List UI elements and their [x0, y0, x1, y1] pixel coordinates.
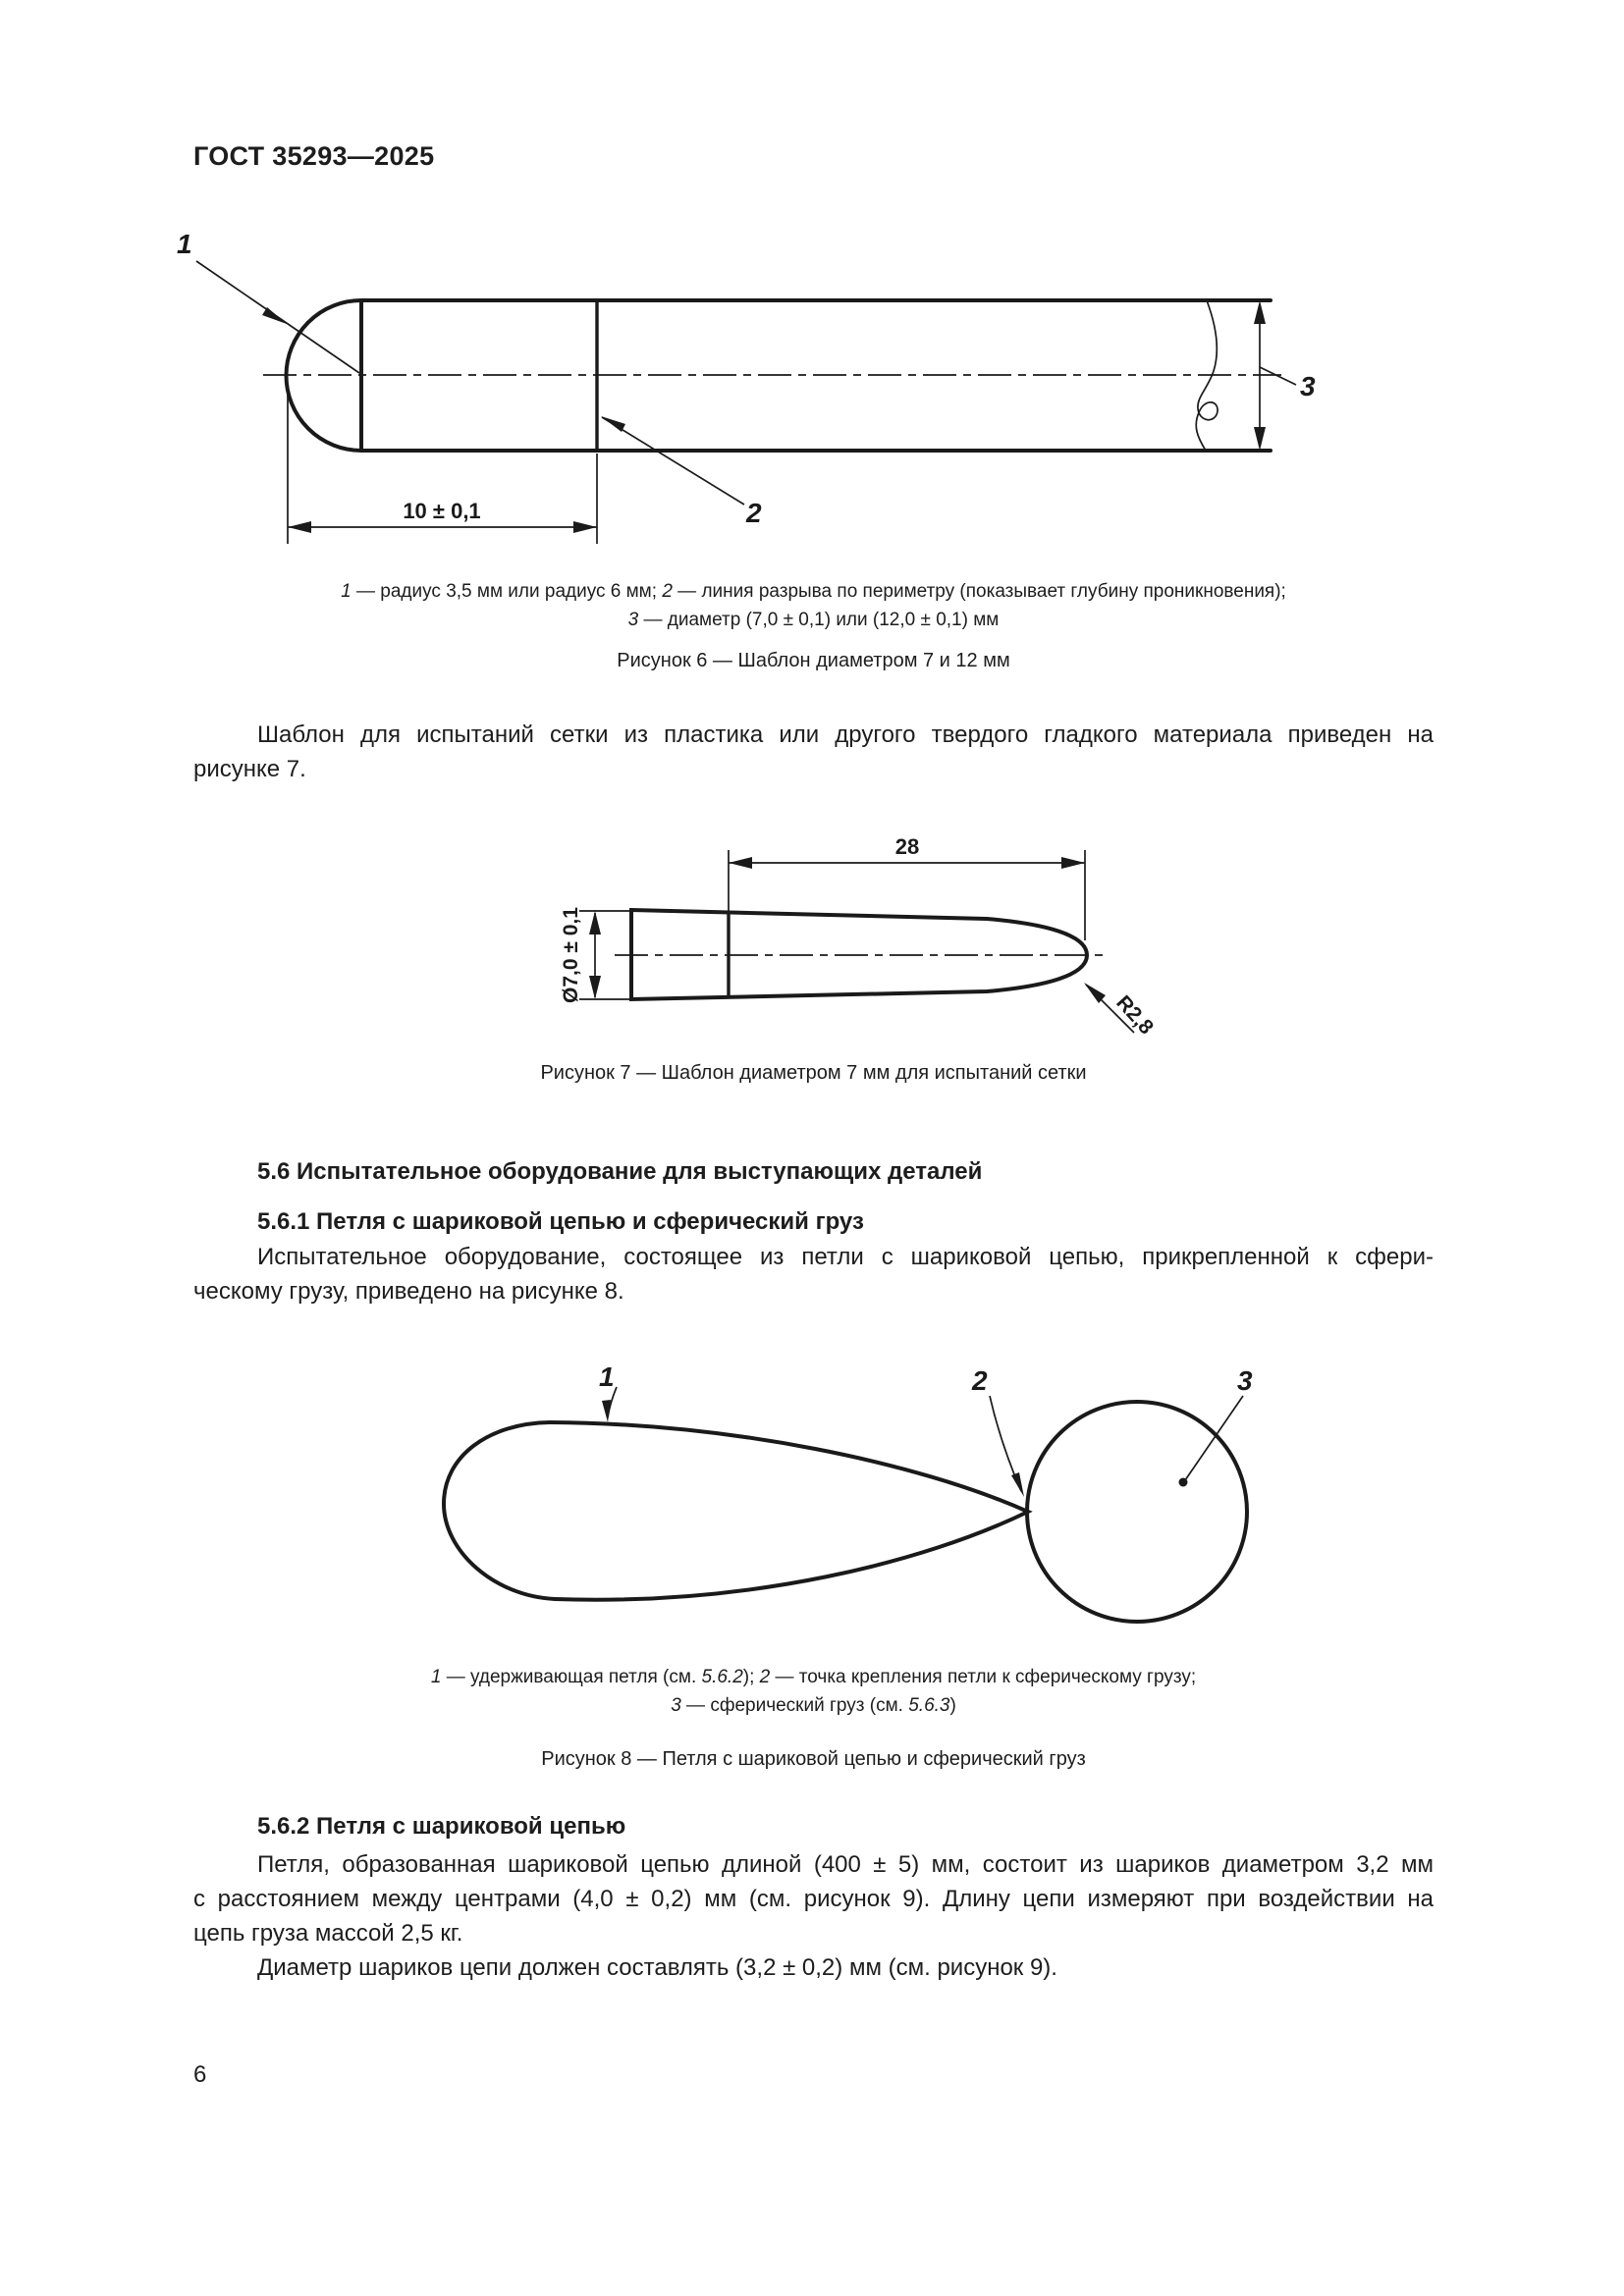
- fig6-callout2-arrowhead: [601, 416, 625, 432]
- legend-text: — линия разрыва по периметру (показывает глубину проникновения);: [672, 581, 1286, 602]
- fig7-radius-dim-text: R2,8: [1111, 990, 1159, 1040]
- fig6-callout1-arrowhead: [262, 307, 287, 324]
- fig6-callout2-label: 2: [746, 498, 762, 528]
- heading-5-6-1: 5.6.1 Петля с шариковой цепью и сферический груз: [257, 1208, 864, 1235]
- figure6-legend-line2: [193, 606, 1434, 634]
- paragraph-line: ческому грузу, приведено на рисунке 8.: [193, 1278, 624, 1305]
- fig8-sphere: [1027, 1402, 1247, 1622]
- fig6-length-dim-text: 10 ± 0,1: [403, 499, 481, 523]
- legend-text: — диаметр (7,0 ± 0,1) или (12,0 ± 0,1) мм: [638, 610, 1000, 630]
- legend-key: 2: [759, 1667, 771, 1687]
- fig7-length-dim-text: 28: [894, 834, 920, 859]
- paragraph-5-6-1: [193, 1240, 1434, 1308]
- fig7-dia-dim-text: Ø7,0 ± 0,1: [560, 907, 582, 1003]
- heading-5-6: 5.6 Испытательное оборудование для выступающих деталей: [257, 1158, 983, 1185]
- paragraph-line: Испытательное оборудование, состоящее из петли с шариковой цепью, прикрепленной к сфери-: [257, 1244, 1434, 1270]
- legend-text: — сферический груз (см.: [680, 1695, 909, 1716]
- figure8-drawing: [444, 1362, 1253, 1622]
- figure6-caption: Рисунок 6 — Шаблон диаметром 7 и 12 мм: [617, 650, 1010, 671]
- fig6-callout3-leader: [1260, 367, 1296, 385]
- legend-ref: 5.6.2: [701, 1667, 743, 1687]
- legend-key: 3: [627, 610, 639, 630]
- fig6-diameter-arrow-down: [1254, 427, 1266, 451]
- legend-text: — точка крепления петли к сферическому грузу;: [770, 1667, 1197, 1687]
- fig6-length-arrow-left: [288, 521, 311, 533]
- fig6-callout2-leader: [602, 417, 744, 505]
- legend-key: 2: [662, 581, 673, 602]
- fig7-length-arrow-left: [729, 857, 752, 869]
- fig7-length-arrow-right: [1061, 857, 1085, 869]
- figure8-caption: Рисунок 8 — Петля с шариковой цепью и сферический груз: [541, 1748, 1086, 1770]
- legend-ref: 5.6.3: [908, 1695, 950, 1716]
- paragraph-line: цепь груза массой 2,5 кг.: [193, 1920, 463, 1947]
- paragraph-line: Петля, образованная шариковой цепью длиной (400 ± 5) мм, состоит из шариков диаметром 3,2 мм: [257, 1851, 1434, 1878]
- fig6-callout3-label: 3: [1300, 371, 1316, 401]
- document-header: ГОСТ 35293—2025: [193, 141, 435, 171]
- fig6-diameter-arrow-up: [1254, 300, 1266, 324]
- paragraph-line: Диаметр шариков цепи должен составлять (3,2 ± 0,2) мм (см. рисунок 9).: [257, 1954, 1057, 1981]
- figure7-caption: Рисунок 7 — Шаблон диаметром 7 мм для испытаний сетки: [540, 1062, 1087, 1084]
- fig8-callout1-label: 1: [599, 1362, 615, 1392]
- figure8-legend-line2: [193, 1691, 1434, 1720]
- heading-5-6-2: 5.6.2 Петля с шариковой цепью: [257, 1813, 626, 1840]
- paragraph-line: рисунке 7.: [193, 756, 306, 782]
- legend-text: ): [949, 1695, 956, 1716]
- paragraph-5-6-2-chain: [193, 1847, 1434, 1985]
- fig6-length-arrow-right: [573, 521, 597, 533]
- fig8-callout3-leader: [1185, 1396, 1243, 1480]
- legend-key: 1: [430, 1667, 442, 1687]
- figure8-legend-line1: [193, 1663, 1434, 1691]
- legend-text: );: [742, 1667, 760, 1687]
- fig7-dia-arrow-up: [589, 911, 601, 934]
- legend-key: 1: [341, 581, 352, 602]
- figure6-legend: [193, 577, 1434, 634]
- legend-text: — удерживающая петля (см.: [441, 1667, 702, 1687]
- paragraph-line: Шаблон для испытаний сетки из пластика или другого твердого гладкого материала приведен на: [257, 721, 1434, 748]
- fig8-retaining-loop: [444, 1422, 1028, 1600]
- figure7-drawing: [560, 834, 1158, 1040]
- figure8-legend: [193, 1663, 1434, 1720]
- page-number: 6: [193, 2061, 207, 2088]
- paragraph-line: с расстоянием между центрами (4,0 ± 0,2) мм (см. рисунок 9). Длину цепи измеряют при воздействии на: [193, 1886, 1434, 1912]
- figure6-drawing: [177, 229, 1316, 544]
- fig8-callout2-label: 2: [972, 1365, 988, 1396]
- figure6-legend-line1: [193, 577, 1434, 606]
- legend-text: — радиус 3,5 мм или радиус 6 мм;: [351, 581, 663, 602]
- paragraph-template-mesh: [193, 718, 1434, 786]
- legend-key: 3: [671, 1695, 681, 1716]
- fig6-callout1-label: 1: [177, 229, 192, 259]
- fig8-callout3-label: 3: [1237, 1365, 1253, 1396]
- fig8-callout2-arrowhead: [1011, 1472, 1024, 1497]
- fig7-dia-arrow-down: [589, 976, 601, 999]
